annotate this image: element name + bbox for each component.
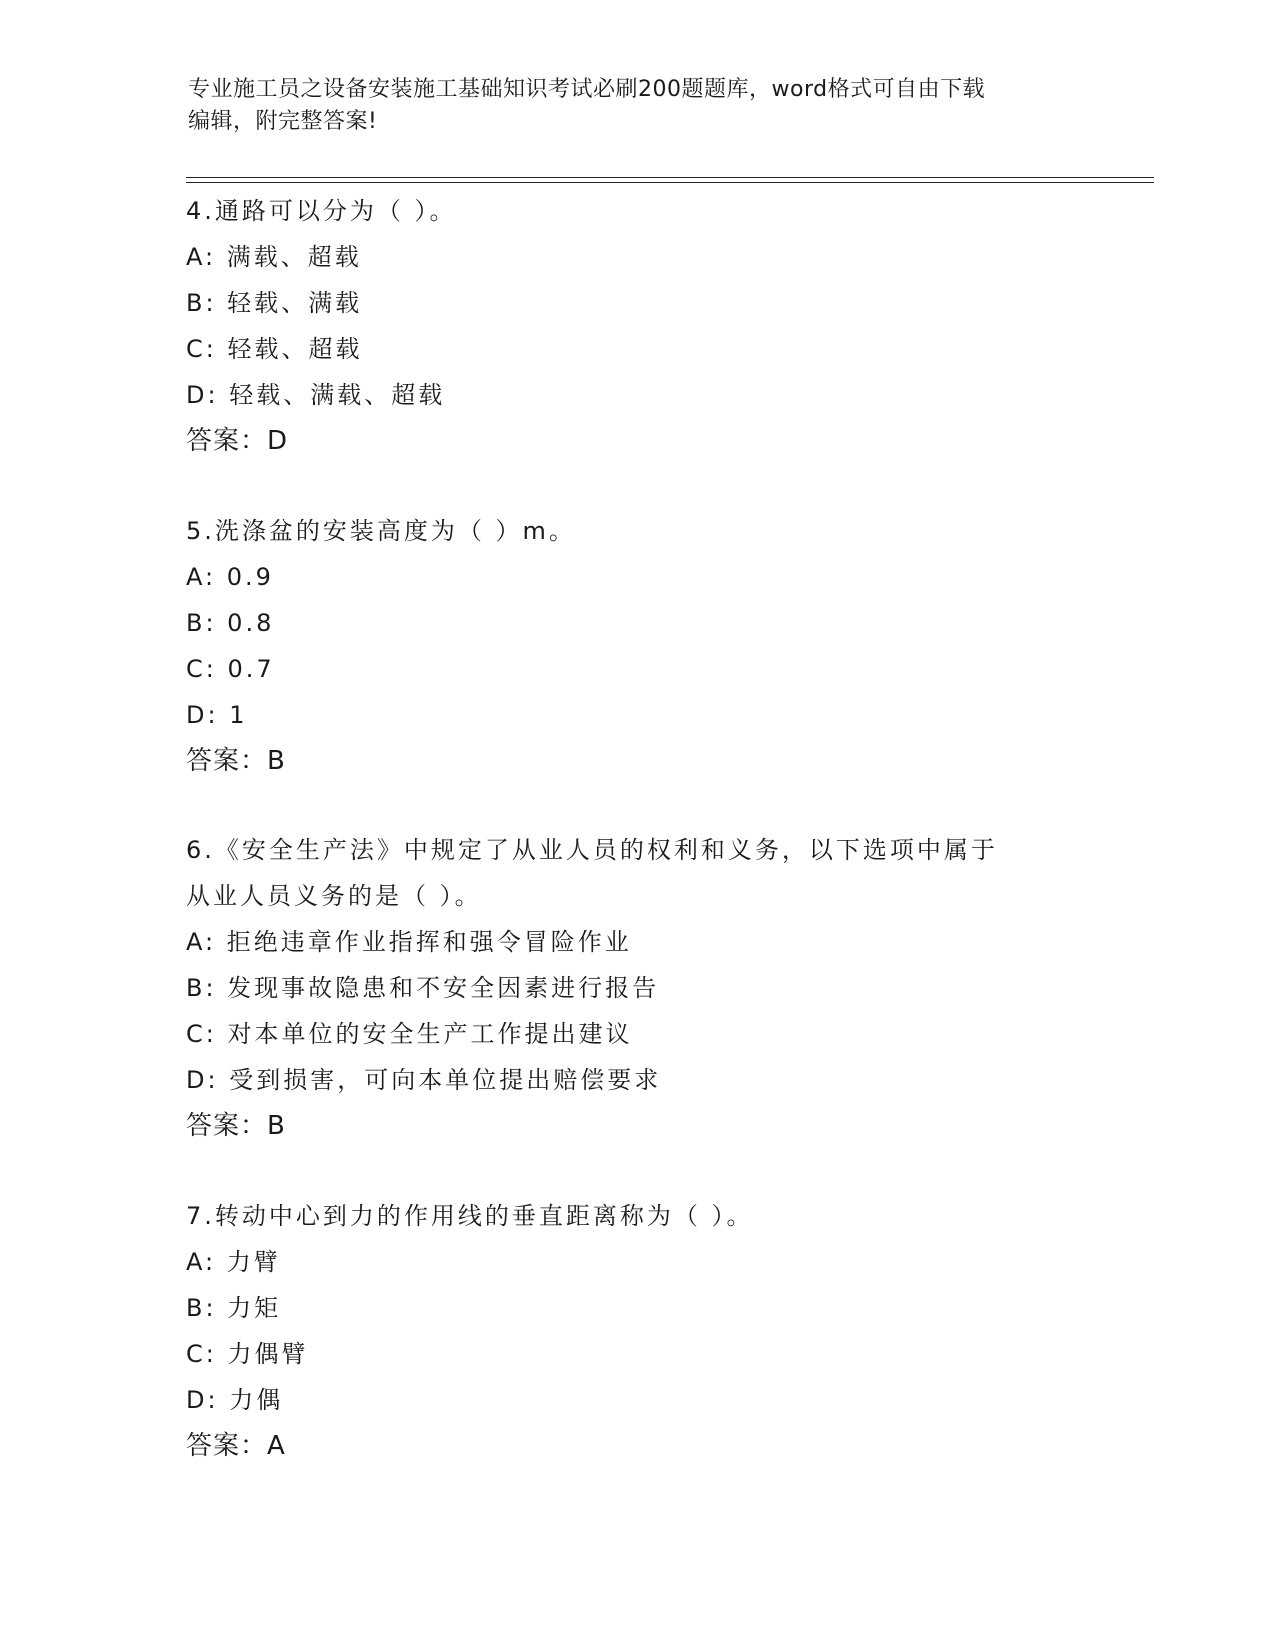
question-stem: 5.洗涤盆的安装高度为（ ）m。	[186, 517, 576, 545]
answer: 答案：B	[186, 1111, 286, 1141]
header-title-line-2: 编辑，附完整答案!	[188, 109, 378, 134]
question-4	[186, 188, 1086, 464]
option-b: B: 轻载、满载	[186, 289, 363, 317]
question-stem: 4.通路可以分为（ ）。	[186, 197, 457, 225]
option-a: A: 力臂	[186, 1248, 281, 1276]
document-header	[188, 74, 1068, 138]
header-title-line-1: 专业施工员之设备安装施工基础知识考试必刷200题题库，word格式可自由下载	[188, 77, 986, 102]
question-stem: 7.转动中心到力的作用线的垂直距离称为（ ）。	[186, 1202, 754, 1230]
question-6	[186, 827, 1086, 1149]
question-stem-line-1: 6.《安全生产法》中规定了从业人员的权利和义务，以下选项中属于	[186, 836, 998, 864]
question-7	[186, 1193, 1086, 1469]
answer: 答案：D	[186, 426, 289, 456]
header-divider-top	[186, 177, 1154, 178]
question-stem-line-2: 从业人员义务的是（ ）。	[186, 882, 482, 910]
answer: 答案：B	[186, 746, 286, 776]
question-5	[186, 508, 1086, 784]
option-d: D: 轻载、满载、超载	[186, 381, 446, 409]
option-a: A: 拒绝违章作业指挥和强令冒险作业	[186, 928, 632, 956]
option-b: B: 0.8	[186, 609, 275, 637]
option-b: B: 发现事故隐患和不安全因素进行报告	[186, 974, 660, 1002]
option-c: C: 力偶臂	[186, 1340, 309, 1368]
option-c: C: 轻载、超载	[186, 335, 363, 363]
header-divider-bottom	[186, 182, 1154, 183]
answer: 答案：A	[186, 1431, 286, 1461]
option-b: B: 力矩	[186, 1294, 282, 1322]
option-d: D: 受到损害，可向本单位提出赔偿要求	[186, 1066, 662, 1094]
option-d: D: 1	[186, 701, 248, 729]
option-a: A: 满载、超载	[186, 243, 362, 271]
option-d: D: 力偶	[186, 1386, 284, 1414]
option-a: A: 0.9	[186, 563, 274, 591]
option-c: C: 对本单位的安全生产工作提出建议	[186, 1020, 633, 1048]
option-c: C: 0.7	[186, 655, 275, 683]
